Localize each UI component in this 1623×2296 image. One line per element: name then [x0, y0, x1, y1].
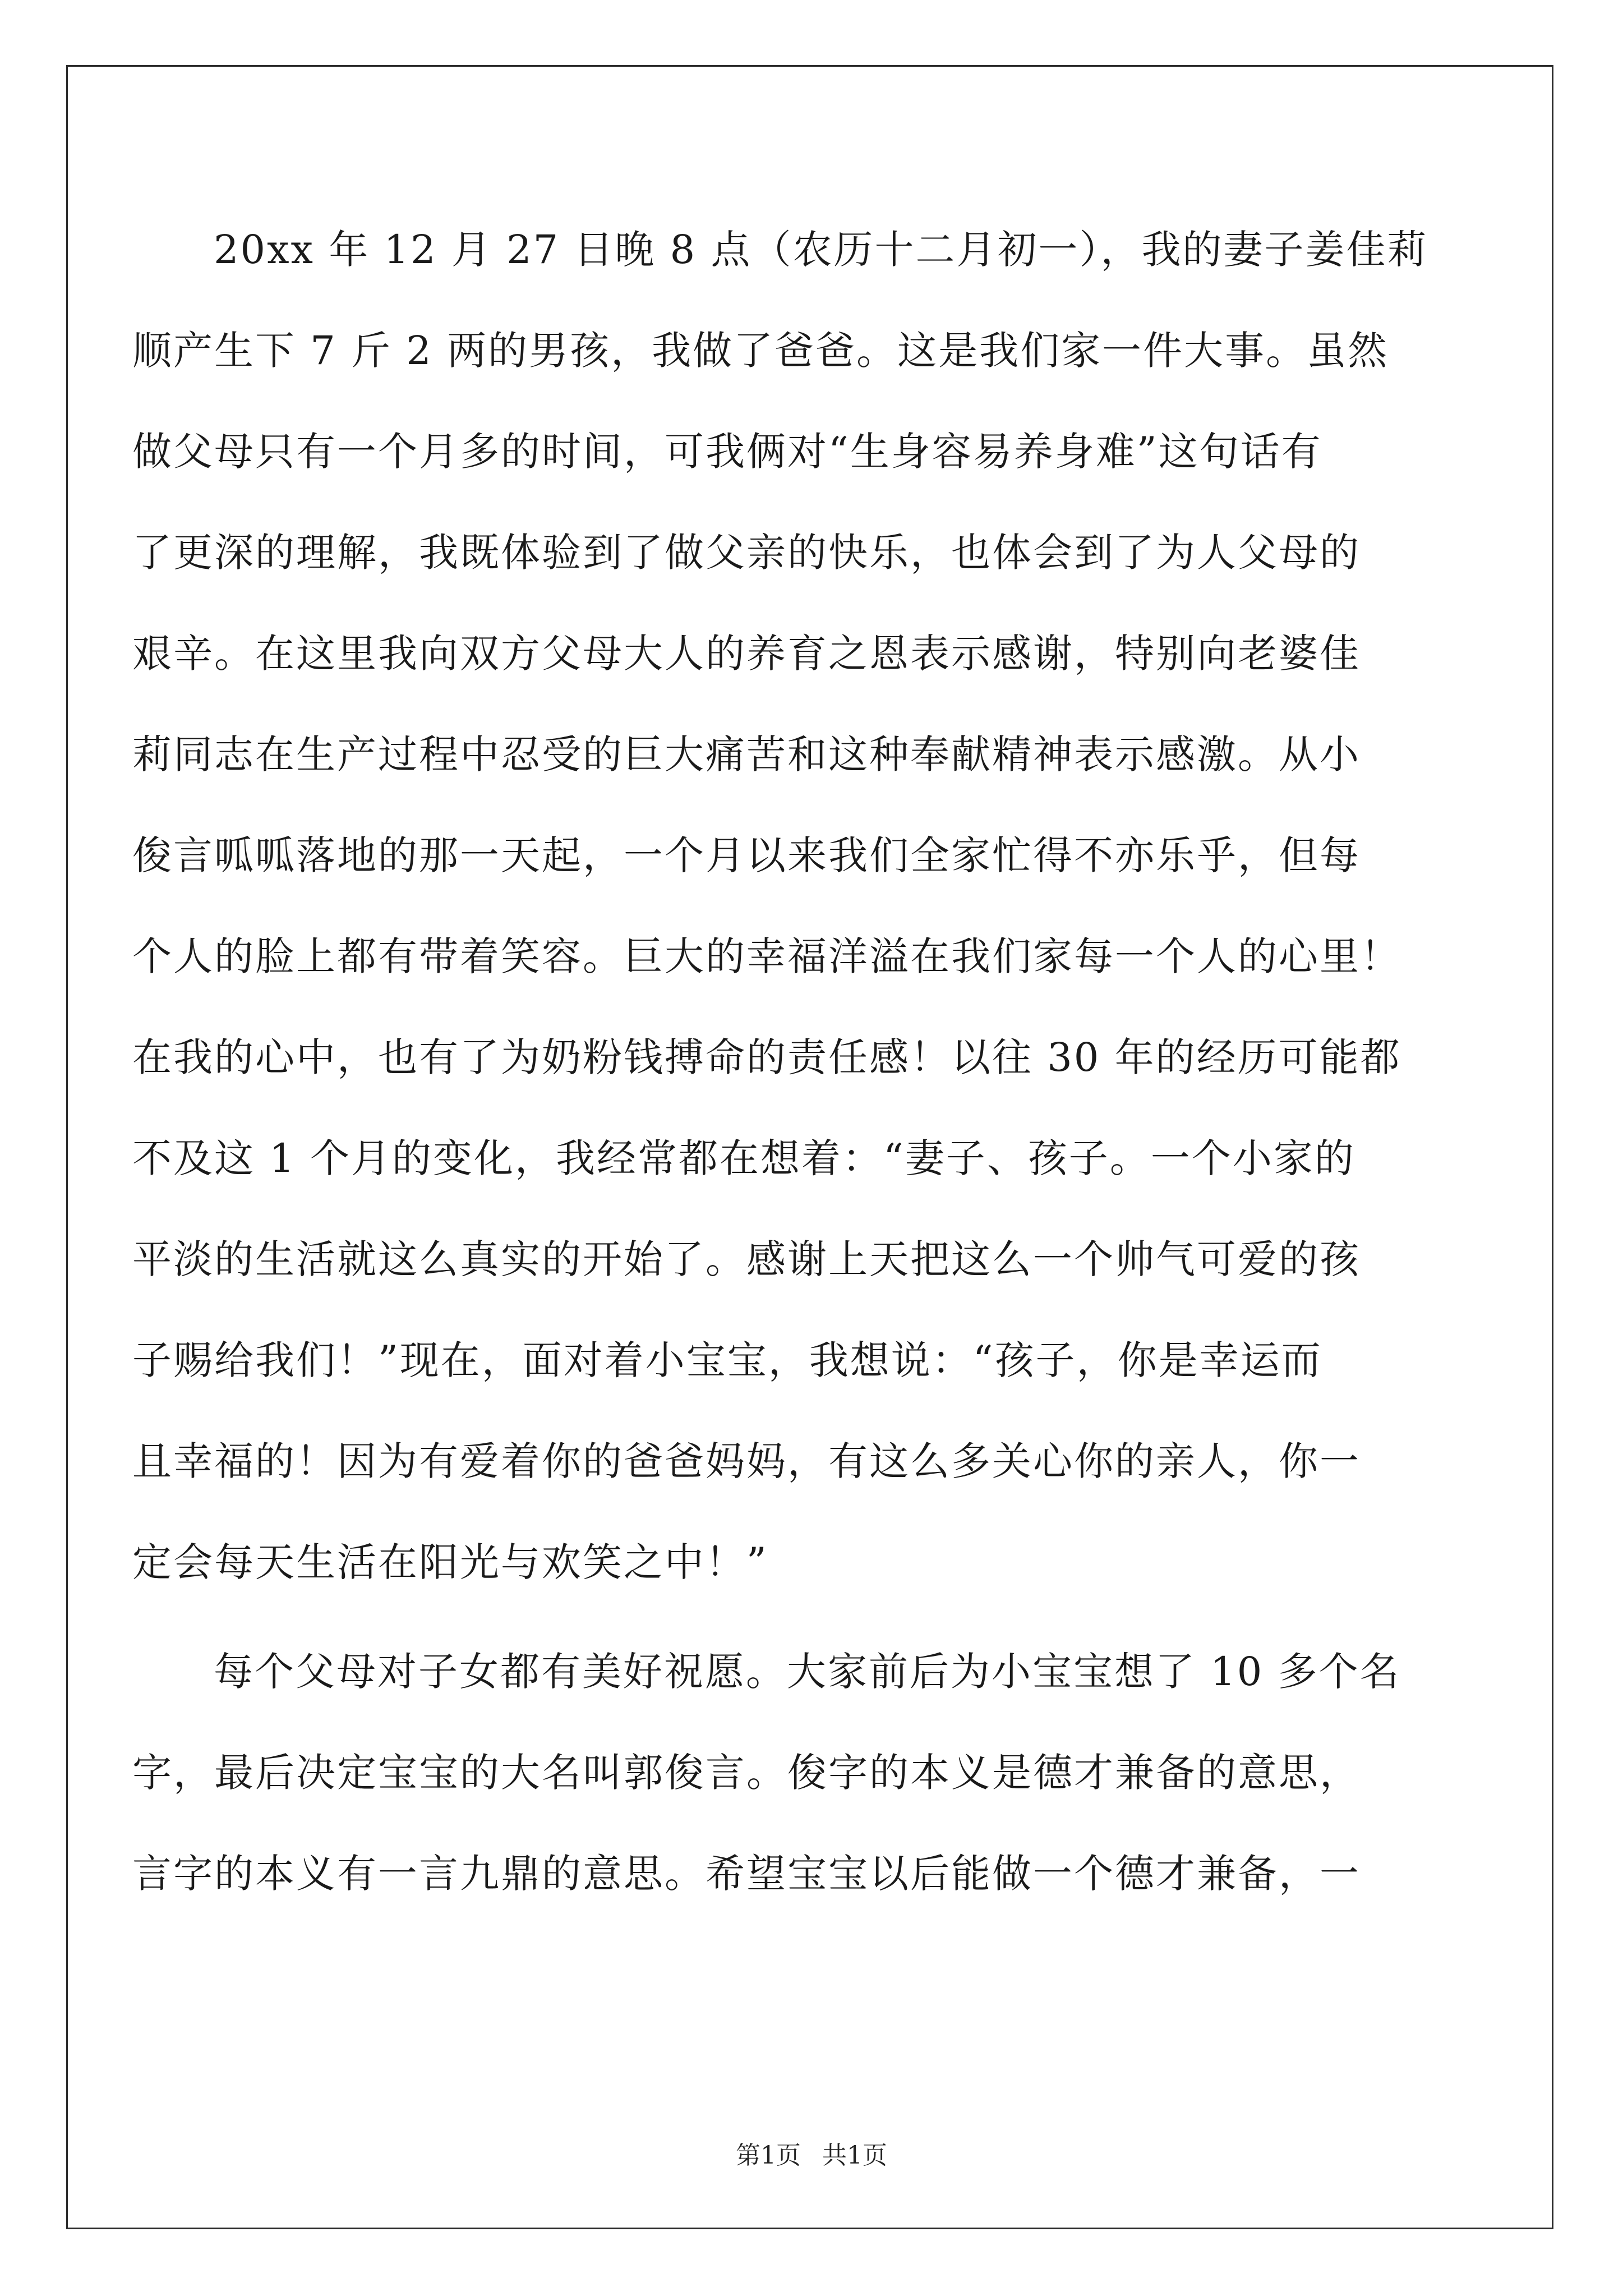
- page-number: 第1页: [736, 2141, 801, 2170]
- paragraph-1-line-10: 不及这 1 个月的变化，我经常都在想着：“妻子、孩子。一个小家的: [132, 1135, 1355, 1181]
- paragraph-1-line-4: 了更深的理解，我既体验到了做父亲的快乐，也体会到了为人父母的: [132, 530, 1361, 576]
- paragraph-1-line-1: 20xx 年 12 月 27 日晚 8 点（农历十二月初一），我的妻子姜佳莉: [214, 227, 1428, 273]
- paragraph-2-line-1: 每个父母对子女都有美好祝愿。大家前后为小宝宝想了 10 多个名: [214, 1649, 1401, 1695]
- paragraph-1-line-3: 做父母只有一个月多的时间，可我俩对“生身容易养身难”这句话有: [132, 429, 1322, 475]
- paragraph-1-line-7: 俊言呱呱落地的那一天起，一个月以来我们全家忙得不亦乐乎，但每: [132, 832, 1361, 878]
- paragraph-1-line-2: 顺产生下 7 斤 2 两的男孩，我做了爸爸。这是我们家一件大事。虽然: [132, 328, 1389, 374]
- paragraph-1-line-13: 且幸福的！因为有爱着你的爸爸妈妈，有这么多关心你的亲人，你一: [132, 1438, 1361, 1484]
- paragraph-2-line-3: 言字的本义有一言九鼎的意思。希望宝宝以后能做一个德才兼备，一: [132, 1851, 1361, 1897]
- paragraph-1-line-11: 平淡的生活就这么真实的开始了。感谢上天把这么一个帅气可爱的孩: [132, 1236, 1361, 1282]
- paragraph-1-line-5: 艰辛。在这里我向双方父母大人的养育之恩表示感谢，特别向老婆佳: [132, 631, 1361, 677]
- paragraph-1-line-6: 莉同志在生产过程中忍受的巨大痛苦和这种奉献精神表示感激。从小: [132, 731, 1361, 777]
- paragraph-1-line-12: 子赐给我们！”现在，面对着小宝宝，我想说：“孩子，你是幸运而: [132, 1337, 1322, 1383]
- page-total: 共1页: [822, 2141, 887, 2170]
- page-footer: [0, 2140, 1623, 2171]
- paragraph-1-line-8: 个人的脸上都有带着笑容。巨大的幸福洋溢在我们家每一个人的心里！: [132, 933, 1401, 979]
- paragraph-2-line-2: 字，最后决定宝宝的大名叫郭俊言。俊字的本义是德才兼备的意思，: [132, 1750, 1361, 1796]
- paragraph-1-line-9: 在我的心中，也有了为奶粉钱搏命的责任感！以往 30 年的经历可能都: [132, 1034, 1401, 1080]
- paragraph-1-line-14: 定会每天生活在阳光与欢笑之中！”: [132, 1539, 768, 1585]
